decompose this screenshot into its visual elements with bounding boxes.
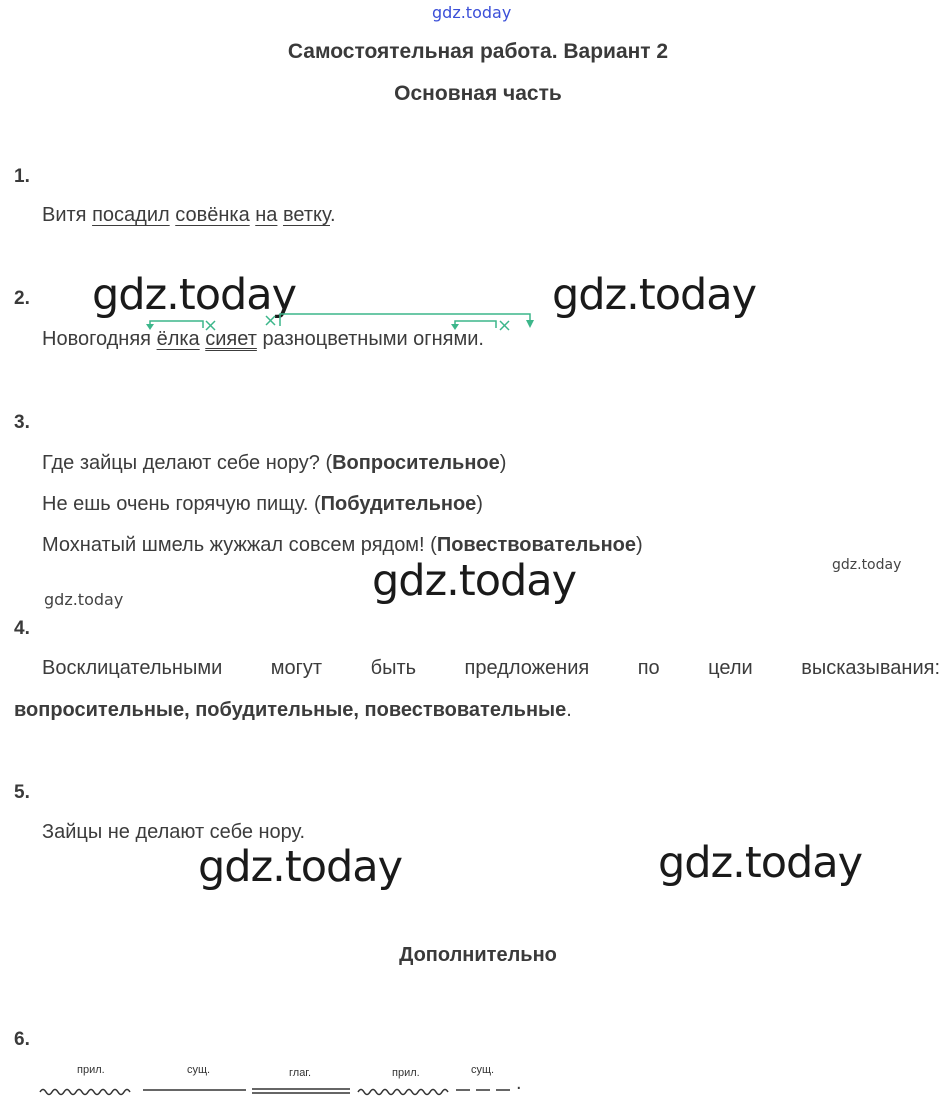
- word: Витя: [42, 204, 87, 226]
- watermark: gdz.today: [198, 842, 403, 892]
- page-title: Самостоятельная работа. Вариант 2: [287, 40, 669, 63]
- section-title: Основная часть: [394, 82, 562, 105]
- period: .: [329, 204, 336, 226]
- word-underlined: совёнка: [175, 204, 250, 226]
- task-number: 5.: [14, 782, 30, 803]
- watermark-small: gdz.today: [44, 590, 124, 609]
- bracket: ): [635, 534, 643, 556]
- word: Новогодняя: [42, 328, 152, 350]
- subject-word: ёлка: [156, 328, 200, 350]
- word: разноцветными огнями.: [262, 328, 484, 350]
- task-number: 2.: [14, 288, 30, 309]
- word-underlined: на: [255, 204, 278, 226]
- task-number: 1.: [14, 166, 30, 187]
- predicate-word: сияет: [205, 328, 257, 350]
- bracket: ): [499, 452, 507, 474]
- watermark: gdz.today: [658, 838, 863, 888]
- period: .: [566, 699, 572, 721]
- task5-sentence: Зайцы не делают себе нору.: [42, 821, 306, 843]
- wavy-line: [358, 1090, 448, 1095]
- pos-label: сущ.: [187, 1064, 211, 1076]
- watermark-small: gdz.today: [832, 557, 902, 573]
- task1-sentence: [42, 204, 336, 227]
- wavy-line: [40, 1090, 130, 1095]
- word-underlined: ветку: [282, 204, 330, 226]
- task-number: 3.: [14, 412, 30, 433]
- sentence-text: Где зайцы делают себе нору? (: [42, 452, 333, 474]
- word-underlined: посадил: [92, 204, 170, 226]
- task-number: 4.: [14, 618, 30, 639]
- sentence-type: Побудительное: [320, 493, 477, 515]
- sentence-text: Не ешь очень горячую пищу. (: [42, 493, 321, 515]
- task4-line-2: [14, 699, 572, 722]
- watermark: gdz.today: [92, 270, 297, 320]
- period: .: [516, 1072, 522, 1094]
- sentence-type: Повествовательное: [436, 534, 636, 556]
- section-title: Дополнительно: [399, 944, 557, 966]
- pos-label: прил.: [392, 1067, 420, 1079]
- task-number: 6.: [14, 1029, 30, 1050]
- sentence-scheme: [0, 1078, 947, 1100]
- task4-line-1: Восклицательными могут быть предложения по цели высказывания:: [42, 657, 940, 679]
- pos-label: сущ.: [471, 1064, 495, 1076]
- task3-sentence-2: [42, 493, 483, 516]
- watermark: gdz.today: [552, 270, 757, 320]
- task3-sentence-3: [42, 534, 643, 557]
- answer-bold: вопросительные, побудительные, повествовательные: [14, 699, 567, 721]
- watermark-top: gdz.today: [432, 3, 512, 22]
- pos-label: прил.: [77, 1064, 105, 1076]
- sentence-text: Мохнатый шмель жужжал совсем рядом! (: [42, 534, 437, 556]
- watermark: gdz.today: [372, 556, 577, 606]
- sentence-type: Вопросительное: [332, 452, 500, 474]
- task3-sentence-1: [42, 452, 506, 475]
- task2-sentence: [42, 328, 484, 351]
- bracket: ): [476, 493, 483, 515]
- pos-label: глаг.: [289, 1067, 312, 1079]
